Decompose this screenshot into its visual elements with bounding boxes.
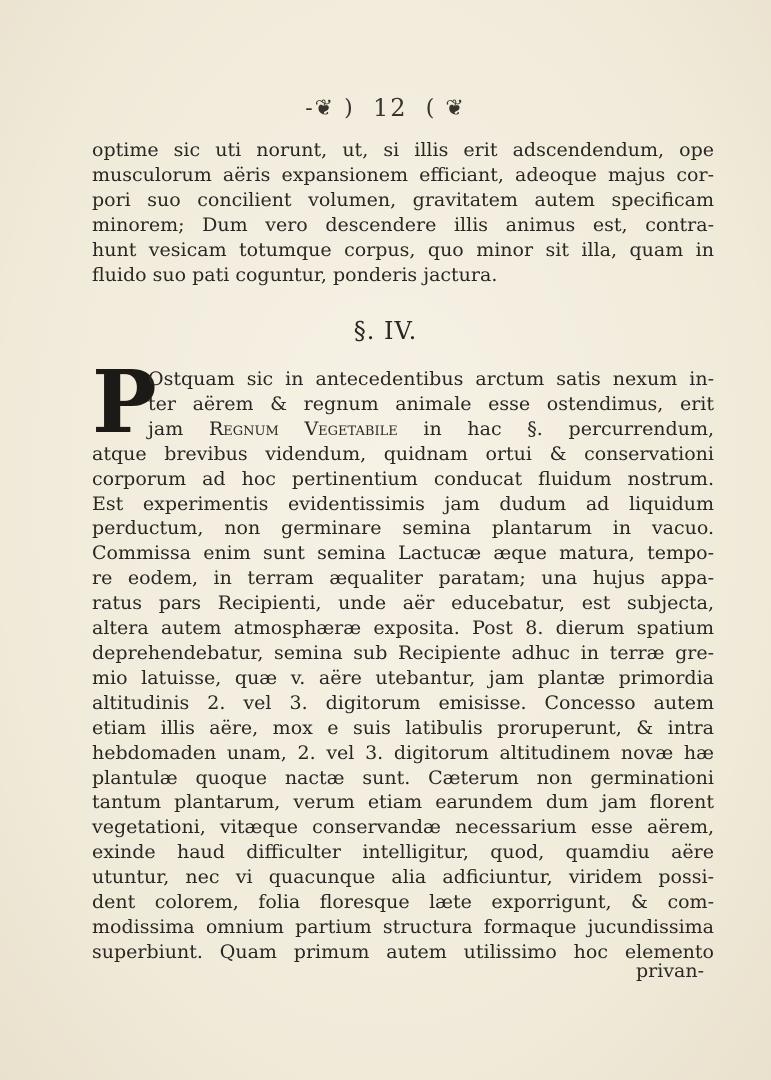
- paragraph-1: [92, 138, 714, 287]
- text-line: hebdomaden unam, 2. vel 3. digitorum altitudinem novæ hæ: [92, 741, 714, 764]
- catchword: privan-: [636, 960, 705, 982]
- page-number: 12: [372, 94, 408, 122]
- smallcaps-term: Regnum Vegetabile: [208, 417, 398, 440]
- text-line: altera autem atmosphæræ exposita. Post 8. dierum spatium: [92, 617, 714, 640]
- section-heading: §. IV.: [353, 317, 418, 345]
- text-line: superbiunt. Quam primum autem utilissimo hoc elemento: [92, 940, 714, 963]
- text-line: plantulæ quoque nactæ sunt. Cæterum non germinationi: [92, 766, 714, 789]
- header-ornament-right: ( ❦: [425, 95, 466, 121]
- text-line: altitudinis 2. vel 3. digitorum emisisse. Concesso autem: [92, 691, 714, 714]
- text-line: tantum plantarum, verum etiam earundem dum jam florent: [92, 791, 714, 814]
- text-line: Ostquam sic in antecedentibus arctum satis nexum in-: [148, 368, 714, 390]
- text-line: corporum ad hoc pertinentium conducat fluidum nostrum.: [92, 467, 714, 490]
- text-line: re eodem, in terram æqualiter paratam; una hujus appa-: [92, 567, 714, 590]
- text-line: ratus pars Recipienti, unde aër educebatur, est subjecta,: [92, 592, 714, 615]
- text-line: dent colorem, folia floresque læte exporrigunt, & com-: [92, 891, 714, 914]
- text-line: modissima omnium partium structura formaque jucundissima: [92, 915, 714, 938]
- text-line: perductum, non germinare semina plantarum in vacuo.: [92, 517, 714, 540]
- text-fragment: jam: [148, 417, 209, 440]
- header-ornament-left: -❦ ): [305, 95, 355, 121]
- text-line-with-smallcaps: [148, 417, 714, 442]
- text-line: exinde haud difficulter intelligitur, quod, quamdiu aëre: [92, 841, 714, 864]
- text-line: minorem; Dum vero descendere illis animus est, contra-: [92, 213, 714, 236]
- text-line: musculorum aëris expansionem efficiant, adeoque majus cor-: [92, 163, 714, 186]
- text-line: pori suo concilient volumen, gravitatem autem specificam: [92, 188, 714, 211]
- text-line: ter aërem & regnum animale esse ostendimus, erit: [148, 392, 714, 415]
- text-line: hunt vesicam totumque corpus, quo minor sit illa, quam in: [92, 238, 714, 261]
- text-line: vegetationi, vitæque conservandæ necessarium esse aërem,: [92, 816, 714, 839]
- text-line: etiam illis aëre, mox e suis latibulis proruperunt, & intra: [92, 716, 714, 739]
- text-line: fluido suo pati coguntur, ponderis jactura.: [92, 263, 498, 286]
- text-fragment: in hac §. percurrendum,: [397, 417, 715, 440]
- text-line: optime sic uti norunt, ut, si illis erit adscendendum, ope: [92, 139, 714, 161]
- text-line: Commissa enim sunt semina Lactucæ æque matura, tempo-: [92, 542, 714, 565]
- text-line: mio latuisse, quæ v. aëre utebantur, jam plantæ primordia: [92, 666, 714, 689]
- drop-cap: P: [92, 352, 157, 453]
- text-line: Est experimentis evidentissimis jam dudum ad liquidum: [92, 492, 714, 515]
- paragraph-2: [92, 352, 715, 965]
- text-line: atque brevibus videndum, quidnam ortui & conservationi: [92, 442, 714, 465]
- running-header: [0, 92, 771, 122]
- text-line: deprehendebatur, semina sub Recipiente adhuc in terræ gre-: [92, 641, 714, 664]
- text-line: utuntur, nec vi quacunque alia adficiuntur, viridem possi-: [92, 866, 714, 889]
